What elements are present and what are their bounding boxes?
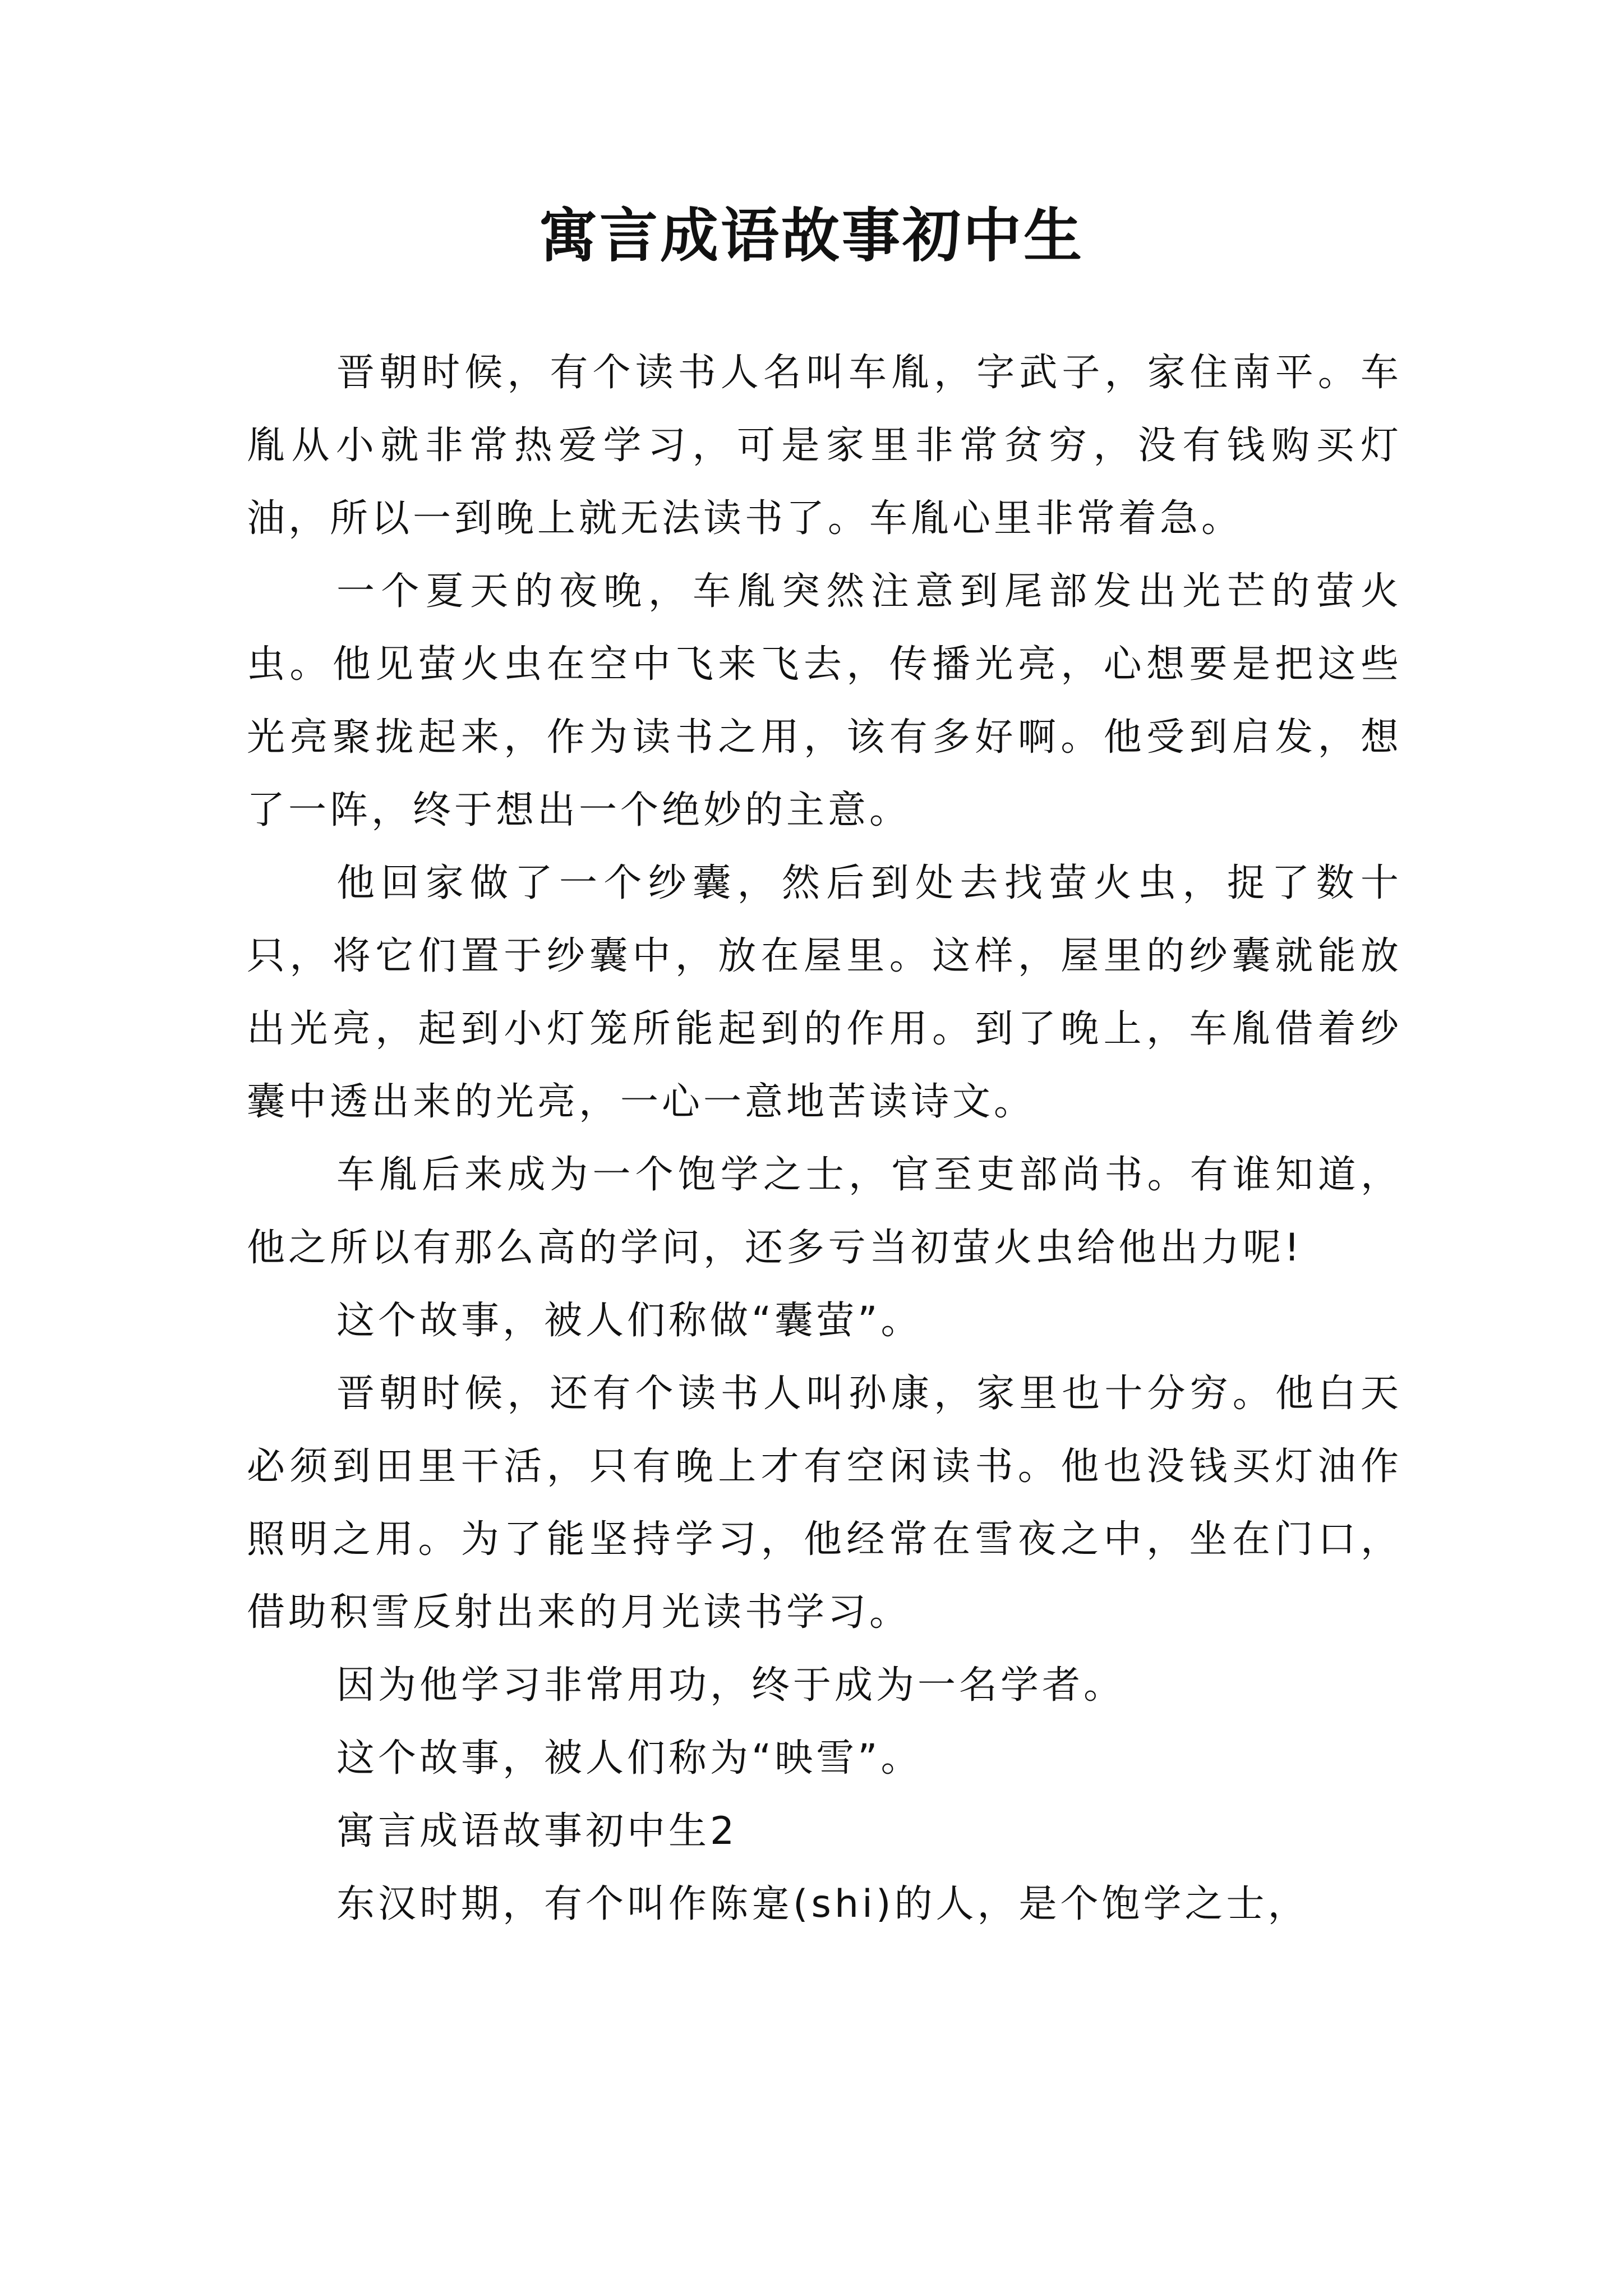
paragraph: 这个故事，被人们称为“映雪”。 (336, 1736, 923, 1780)
paragraph: 他回家做了一个纱囊，然后到处去找萤火虫，捉了数十只，将它们置于纱囊中，放在屋里。这样，屋里的纱囊就能放出光亮，起到小灯笼所能起到的作用。到了晚上，车胤借着纱囊中透出来的光亮，一心一意地苦读诗文。 (247, 861, 1402, 1124)
paragraph: 晋朝时候，有个读书人名叫车胤，字武子，家住南平。车胤从小就非常热爱学习，可是家里非常贫穷，没有钱购买灯油，所以一到晚上就无法读书了。车胤心里非常着急。 (247, 351, 1402, 541)
paragraph: 东汉时期，有个叫作陈寔(shi)的人，是个饱学之士， (336, 1882, 1310, 1926)
paragraph: 一个夏天的夜晚，车胤突然注意到尾部发出光芒的萤火虫。他见萤火虫在空中飞来飞去，传播光亮，心想要是把这些光亮聚拢起来，作为读书之用，该有多好啊。他受到启发，想了一阵，终于想出一个绝妙的主意。 (247, 569, 1402, 832)
page-title: 寓言成语故事初中生 (538, 201, 1084, 270)
paragraph: 这个故事，被人们称做“囊萤”。 (336, 1299, 923, 1343)
section-heading: 寓言成语故事初中生2 (336, 1809, 738, 1853)
document-body (247, 337, 1402, 1941)
paragraph: 车胤后来成为一个饱学之士，官至吏部尚书。有谁知道，他之所以有那么高的学问，还多亏当初萤火虫给他出力呢! (247, 1153, 1402, 1270)
paragraph: 因为他学习非常用功，终于成为一名学者。 (336, 1663, 1126, 1708)
paragraph: 晋朝时候，还有个读书人叫孙康，家里也十分穷。他白天必须到田里干活，只有晚上才有空闲读书。他也没钱买灯油作照明之用。为了能坚持学习，他经常在雪夜之中，坐在门口，借助积雪反射出来的月光读书学习。 (247, 1372, 1402, 1635)
